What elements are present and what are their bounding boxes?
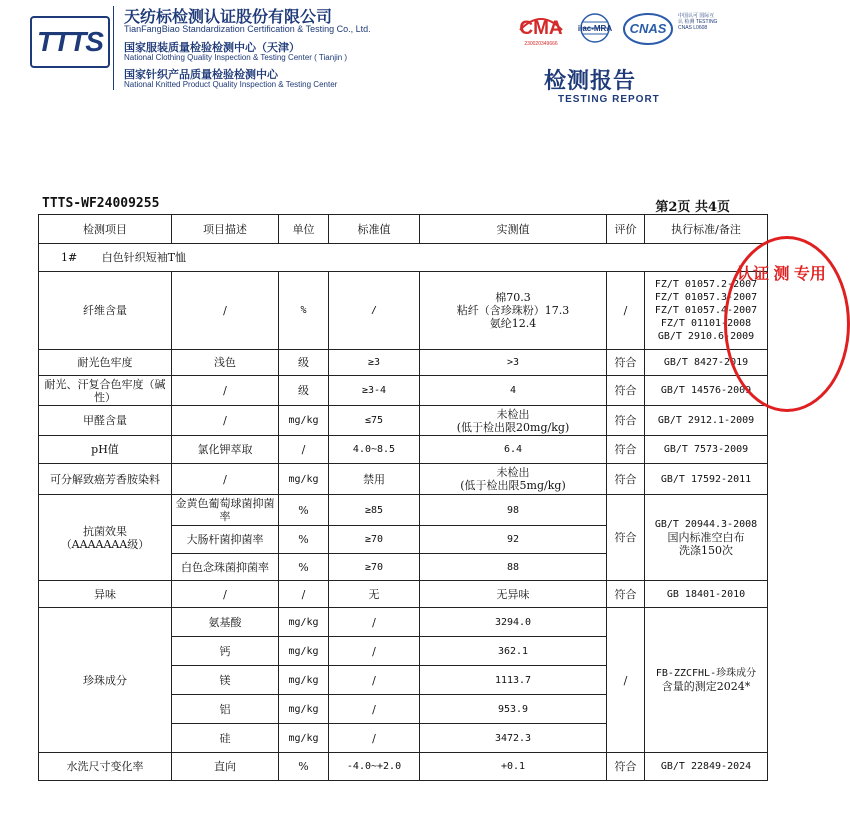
company-logo: TTTS (30, 16, 110, 68)
unit-cell: % (279, 272, 329, 350)
std-cell: ≥85 (329, 495, 420, 526)
measured-cell: 953.9 (420, 695, 607, 724)
company-name-cn: 天纺标检测认证股份有限公司 (124, 9, 333, 26)
desc-cell: 钙 (172, 637, 279, 666)
std-cell: / (329, 608, 420, 637)
unit-cell: % (279, 526, 329, 554)
standard-line: 含量的测定2024* (661, 680, 751, 693)
table-row (39, 436, 768, 464)
item-cell: pH值 (39, 436, 172, 464)
stamp-text: 认证 测 专用 (737, 266, 826, 283)
measured-cell: 无异味 (420, 581, 607, 608)
measured-cell: 92 (420, 526, 607, 554)
standard-line: 洗涤150次 (679, 544, 733, 557)
desc-cell: 金黄色葡萄球菌抑菌率 (172, 495, 279, 526)
measured-line: 氨纶12.4 (489, 317, 537, 330)
svg-text:CNAS: CNAS (629, 21, 667, 36)
standard-cell: GB/T 2912.1-2009 (645, 406, 768, 436)
eval-cell: / (607, 272, 645, 350)
measured-cell: 3294.0 (420, 608, 607, 637)
std-cell: / (329, 666, 420, 695)
standard-line: GB/T 2910.6-2009 (657, 331, 755, 342)
cnas-caption-cn: 中国认可 国际互认 检测 TESTING (678, 13, 718, 25)
standard-cell: GB/T 14576-2009 (645, 376, 768, 406)
table-row (39, 495, 768, 526)
desc-cell: 浅色 (172, 350, 279, 376)
item-cell: 耐光色牢度 (39, 350, 172, 376)
standard-line: FZ/T 01057.2-2007 (654, 279, 758, 290)
table-row (39, 350, 768, 376)
standard-cell: GB 18401-2010 (645, 581, 768, 608)
measured-cell: 3472.3 (420, 724, 607, 753)
measured-line: 粘纤（含珍珠粉）17.3 (456, 304, 570, 317)
measured-cell: 1113.7 (420, 666, 607, 695)
measured-cell (420, 272, 607, 350)
eval-cell: 符合 (607, 753, 645, 781)
item-cell: 珍珠成分 (39, 608, 172, 753)
item-line: 抗菌效果 (83, 524, 127, 538)
std-cell: / (329, 637, 420, 666)
test-results-table (38, 214, 768, 781)
page-number: 第2页 共4页 (655, 200, 730, 215)
unit-cell: % (279, 753, 329, 781)
std-cell: / (329, 272, 420, 350)
unit-cell: mg/kg (279, 608, 329, 637)
eval-cell: 符合 (607, 350, 645, 376)
measured-line: 未检出 (496, 466, 530, 479)
ilac-mra-mark-icon (572, 12, 618, 48)
desc-cell: / (172, 406, 279, 436)
unit-cell: mg/kg (279, 695, 329, 724)
desc-cell: 大肠杆菌抑菌率 (172, 526, 279, 554)
measured-cell: 98 (420, 495, 607, 526)
item-cell: 纤维含量 (39, 272, 172, 350)
item-cell (39, 495, 172, 581)
cnas-caption (678, 13, 718, 31)
svg-text:CMA: CMA (519, 18, 563, 39)
unit-cell: mg/kg (279, 666, 329, 695)
std-cell: / (329, 724, 420, 753)
eval-cell: 符合 (607, 376, 645, 406)
cnas-caption-no: CNAS L0608 (678, 25, 708, 31)
header-cell: 实测值 (420, 215, 607, 244)
measured-line: 未检出 (496, 407, 530, 421)
item-grade: （AAAAAAA级） (60, 537, 150, 551)
desc-cell: / (172, 272, 279, 350)
measured-cell: 4 (420, 376, 607, 406)
measured-cell: +0.1 (420, 753, 607, 781)
standard-line: GB/T 20944.3-2008 (654, 519, 758, 530)
measured-cell: >3 (420, 350, 607, 376)
eval-cell: 符合 (607, 495, 645, 581)
report-number: TTTS-WF24009255 (42, 196, 160, 211)
std-cell: 4.0~8.5 (329, 436, 420, 464)
std-cell: -4.0~+2.0 (329, 753, 420, 781)
svg-text:ilac-MRA: ilac-MRA (577, 24, 613, 33)
measured-note: (低于检出限20mg/kg) (456, 420, 570, 434)
table-header-row (39, 215, 768, 244)
header-cell: 单位 (279, 215, 329, 244)
header-divider (113, 6, 114, 90)
measured-line: 棉70.3 (495, 291, 531, 304)
report-title-cn: 检测报告 (544, 68, 637, 93)
std-cell: 禁用 (329, 464, 420, 495)
report-title-en: TESTING REPORT (558, 94, 660, 105)
table-row (39, 376, 768, 406)
header-cell: 项目描述 (172, 215, 279, 244)
unit-cell: mg/kg (279, 464, 329, 495)
center2-name-en: National Knitted Product Quality Inspection & Testing Center (124, 80, 338, 89)
table-row (39, 581, 768, 608)
item-cell: 耐光、汗复合色牢度（碱性） (39, 376, 172, 406)
unit-cell: % (279, 495, 329, 526)
header-cell: 标准值 (329, 215, 420, 244)
desc-cell: / (172, 464, 279, 495)
standard-cell (645, 608, 768, 753)
eval-cell: 符合 (607, 581, 645, 608)
item-cell: 甲醛含量 (39, 406, 172, 436)
eval-cell: / (607, 608, 645, 753)
unit-cell: / (279, 581, 329, 608)
company-name-en: TianFangBiao Standardization Certification & Testing Co., Ltd. (124, 24, 371, 34)
header-cell: 检测项目 (39, 215, 172, 244)
desc-cell: 直向 (172, 753, 279, 781)
measured-cell: 6.4 (420, 436, 607, 464)
table-row (39, 272, 768, 350)
desc-cell: 氯化钾萃取 (172, 436, 279, 464)
standard-line: FZ/T 01057.3-2007 (654, 292, 758, 303)
red-seal-stamp (724, 236, 850, 412)
std-cell: ≤75 (329, 406, 420, 436)
desc-cell: / (172, 376, 279, 406)
table-row (39, 406, 768, 436)
header-cell: 评价 (607, 215, 645, 244)
header-cell: 执行标准/备注 (645, 215, 768, 244)
standard-line: 国内标准空白布 (667, 531, 745, 544)
item-cell: 水洗尺寸变化率 (39, 753, 172, 781)
measured-cell (420, 406, 607, 436)
standard-cell: GB/T 22849-2024 (645, 753, 768, 781)
standard-cell: GB/T 8427-2019 (645, 350, 768, 376)
unit-cell: 级 (279, 376, 329, 406)
std-cell: ≥70 (329, 554, 420, 581)
standard-line: FZ/T 01057.4-2007 (654, 305, 758, 316)
standard-line: FB-ZZCFHL-珍珠成分 (655, 668, 757, 679)
desc-cell: 氨基酸 (172, 608, 279, 637)
desc-cell: / (172, 581, 279, 608)
item-cell: 异味 (39, 581, 172, 608)
measured-note: (低于检出限5mg/kg) (460, 479, 566, 492)
eval-cell: 符合 (607, 464, 645, 495)
unit-cell: / (279, 436, 329, 464)
desc-cell: 铝 (172, 695, 279, 724)
center1-name-en: National Clothing Quality Inspection & Testing Center ( Tianjin ) (124, 53, 348, 62)
measured-cell: 362.1 (420, 637, 607, 666)
std-cell: ≥3-4 (329, 376, 420, 406)
unit-cell: mg/kg (279, 637, 329, 666)
std-cell: ≥70 (329, 526, 420, 554)
standard-cell: GB/T 17592-2011 (645, 464, 768, 495)
desc-cell: 镁 (172, 666, 279, 695)
table-row (39, 753, 768, 781)
std-cell: ≥3 (329, 350, 420, 376)
cnas-mark-icon (622, 12, 676, 48)
std-cell: / (329, 695, 420, 724)
standard-line: FZ/T 01101-2008 (660, 318, 752, 329)
table-row (39, 608, 768, 637)
cma-mark-icon (516, 12, 566, 48)
standard-cell (645, 495, 768, 581)
eval-cell: 符合 (607, 406, 645, 436)
table-row (39, 464, 768, 495)
standard-cell: GB/T 7573-2009 (645, 436, 768, 464)
item-cell: 可分解致癌芳香胺染料 (39, 464, 172, 495)
unit-cell: 级 (279, 350, 329, 376)
desc-cell: 硅 (172, 724, 279, 753)
center1-name-cn: 国家服装质量检验检测中心（天津） (124, 42, 300, 54)
unit-cell: % (279, 554, 329, 581)
svg-text:230020349666: 230020349666 (524, 41, 558, 47)
sample-row (39, 244, 768, 272)
center2-name-cn: 国家针织产品质量检验检测中心 (124, 69, 278, 81)
measured-cell (420, 464, 607, 495)
eval-cell: 符合 (607, 436, 645, 464)
desc-cell: 白色念珠菌抑菌率 (172, 554, 279, 581)
std-cell: 无 (329, 581, 420, 608)
unit-cell: mg/kg (279, 724, 329, 753)
sample-cell: 1# 白色针织短袖T恤 (39, 244, 768, 272)
measured-cell: 88 (420, 554, 607, 581)
unit-cell: mg/kg (279, 406, 329, 436)
